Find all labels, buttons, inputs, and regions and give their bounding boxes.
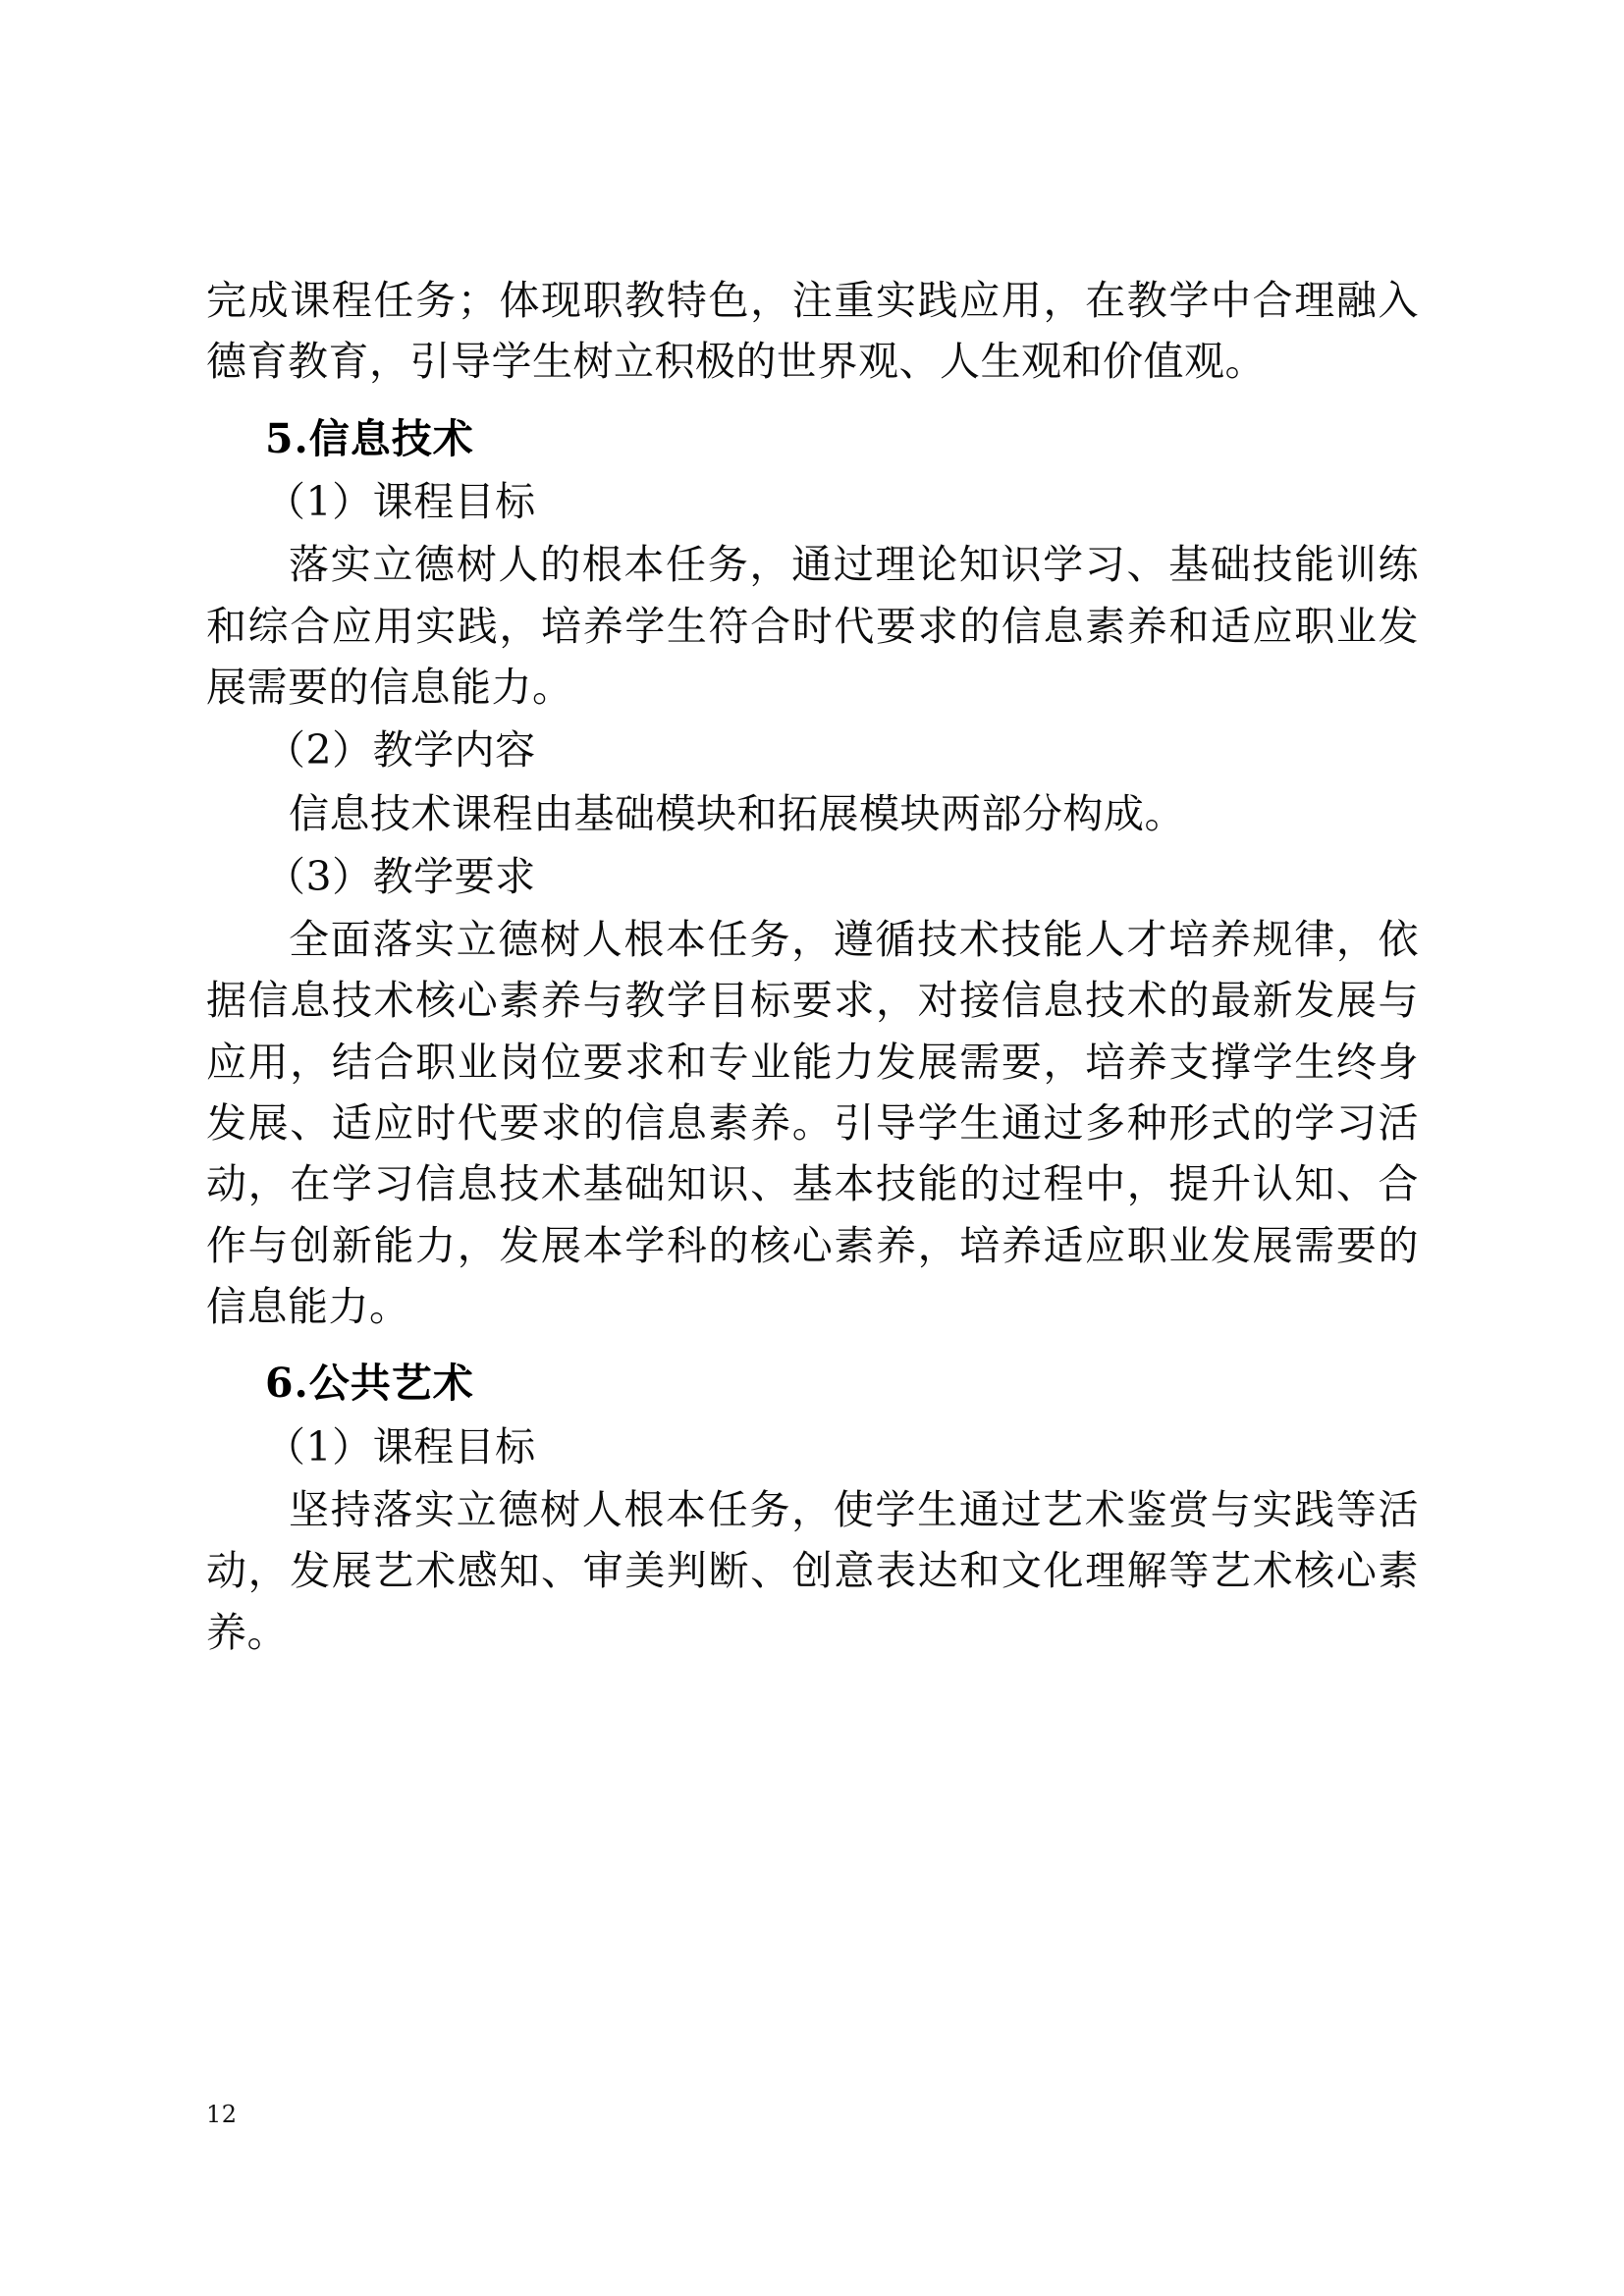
paragraph-teaching-requirements-it: 全面落实立德树人根本任务，遵循技术技能人才培养规律，依据信息技术核心素养与教学目标要求，对接信息技术的最新发展与应用，结合职业岗位要求和专业能力发展需要，培养支撑学生终身发展、适应时代要求的信息素养。引导学生通过多种形式的学习活动，在学习信息技术基础知识、基本技能的过程中，提升认知、合作与创新能力，发展本学科的核心素养，培养适应职业发展需要的信息能力。 (206, 916, 1419, 1330)
page-body (206, 270, 1419, 1665)
subheading-teaching-requirements-it: （3）教学要求 (265, 852, 536, 900)
paragraph-teaching-content-it: 信息技术课程由基础模块和拓展模块两部分构成。 (289, 789, 1185, 837)
paragraph-course-objectives-art: 坚持落实立德树人根本任务，使学生通过艺术鉴赏与实践等活动，发展艺术感知、审美判断、创意表达和文化理解等艺术核心素养。 (206, 1485, 1419, 1656)
subheading-course-objectives-art: （1）课程目标 (265, 1422, 536, 1470)
paragraph-continuation: 完成课程任务；体现职教特色，注重实践应用，在教学中合理融入德育教育，引导学生树立积极的世界观、人生观和价值观。 (206, 277, 1419, 386)
subheading-course-objectives-it: （1）课程目标 (265, 477, 536, 525)
paragraph-course-objectives-it: 落实立德树人的根本任务，通过理论知识学习、基础技能训练和综合应用实践，培养学生符合时代要求的信息素养和适应职业发展需要的信息能力。 (206, 541, 1419, 711)
page-number: 12 (206, 2101, 238, 2128)
section-heading-information-technology: 5.信息技术 (265, 414, 474, 462)
section-heading-public-art: 6.公共艺术 (265, 1360, 474, 1408)
subheading-teaching-content-it: （2）教学内容 (265, 726, 536, 774)
